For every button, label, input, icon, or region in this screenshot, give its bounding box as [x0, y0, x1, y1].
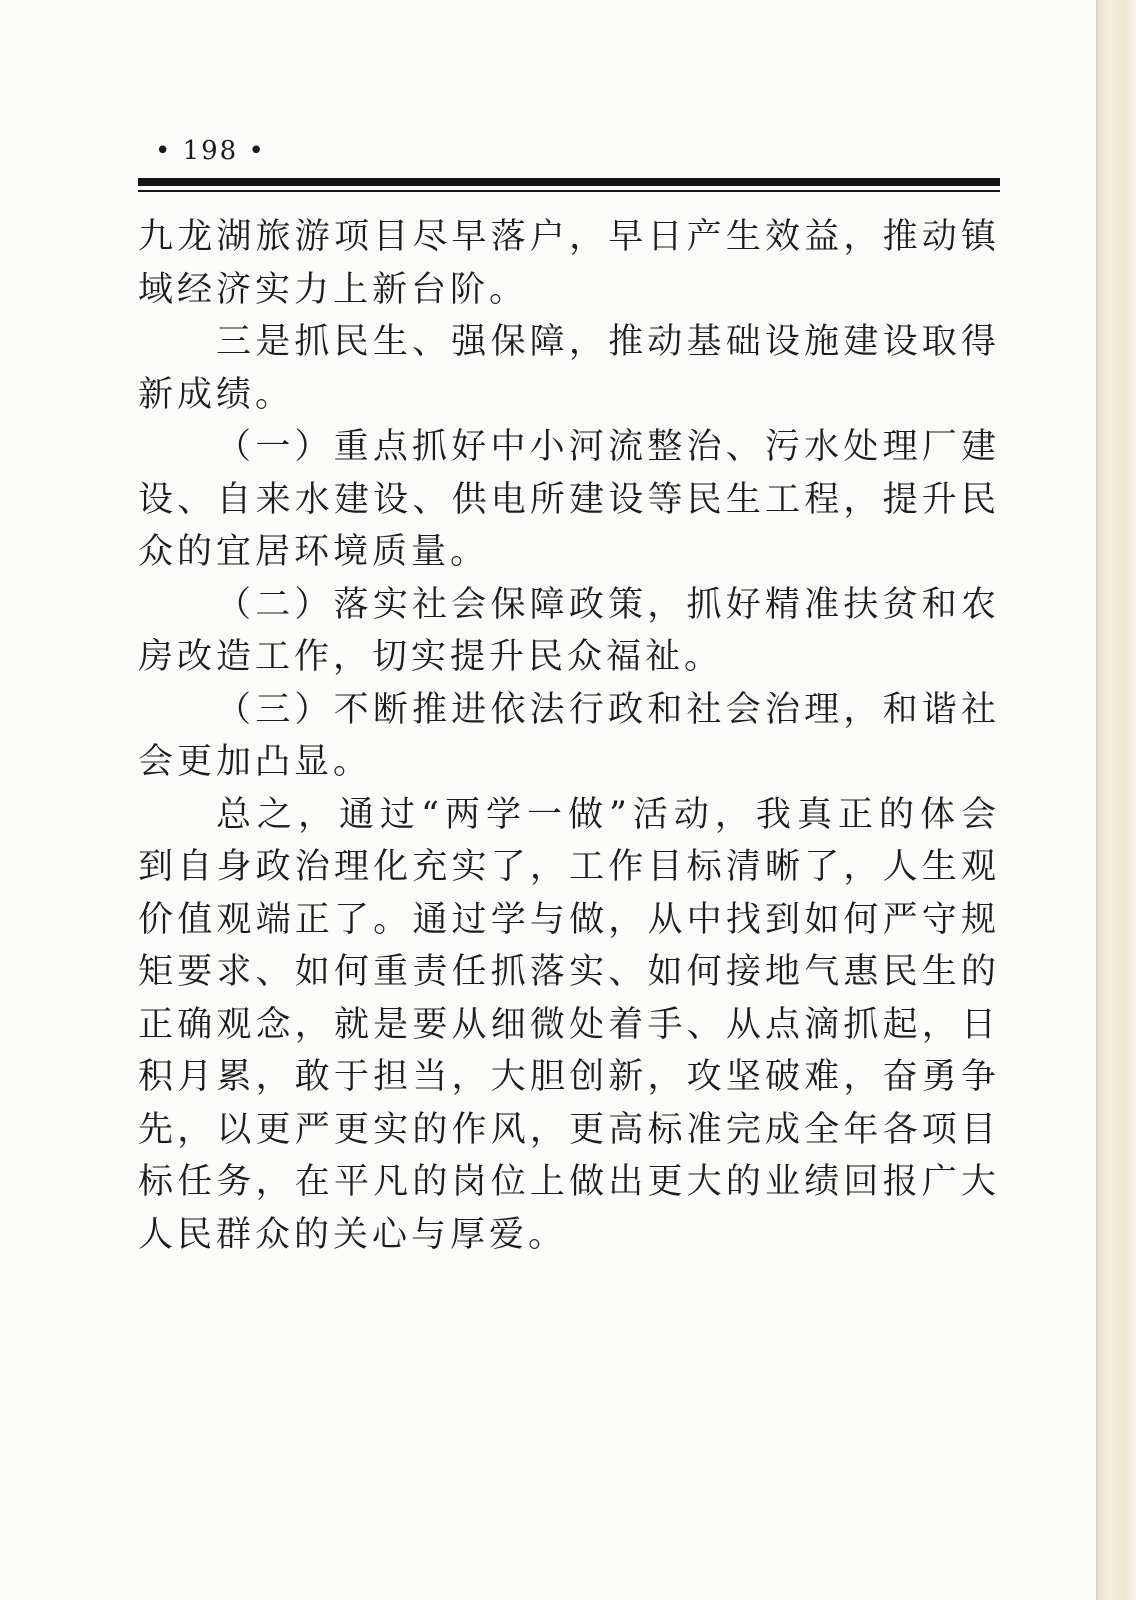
paragraph-item-three: （三）不断推进依法行政和社会治理，和谐社会更加凸显。 [138, 689, 1000, 782]
page-edge [1098, 0, 1136, 1600]
paragraph-item-two: （二）落实社会保障政策，抓好精准扶贫和农房改造工作，切实提升民众福祉。 [138, 584, 1000, 677]
body-text [138, 211, 1000, 1261]
header-rule-thick [138, 178, 1000, 186]
paragraph-point-three: 三是抓民生、强保障，推动基础设施建设取得新成绩。 [138, 322, 1000, 415]
page-number: • 198 • [155, 136, 266, 166]
paragraph-conclusion: 总之，通过“两学一做”活动，我真正的体会到自身政治理化充实了，工作目标清晰了，人生观价值观端正了。通过学与做，从中找到如何严守规矩要求、如何重责任抓落实、如何接地气惠民生的正确观念，就是要从细微处着手、从点滴抓起，日积月累，敢于担当，大胆创新，攻坚破难，奋勇争先，以更严更实的作风，更高标准完成全年各项目标任务，在平凡的岗位上做出更大的业绩回报广大人民群众的关心与厚爱。 [138, 794, 1000, 1255]
header-rule-thin [138, 190, 1000, 192]
paragraph-item-one: （一）重点抓好中小河流整治、污水处理厂建设、自来水建设、供电所建设等民生工程，提升民众的宜居环境质量。 [138, 427, 1000, 572]
paragraph-continuation: 九龙湖旅游项目尽早落户，早日产生效益，推动镇域经济实力上新台阶。 [138, 217, 1000, 310]
